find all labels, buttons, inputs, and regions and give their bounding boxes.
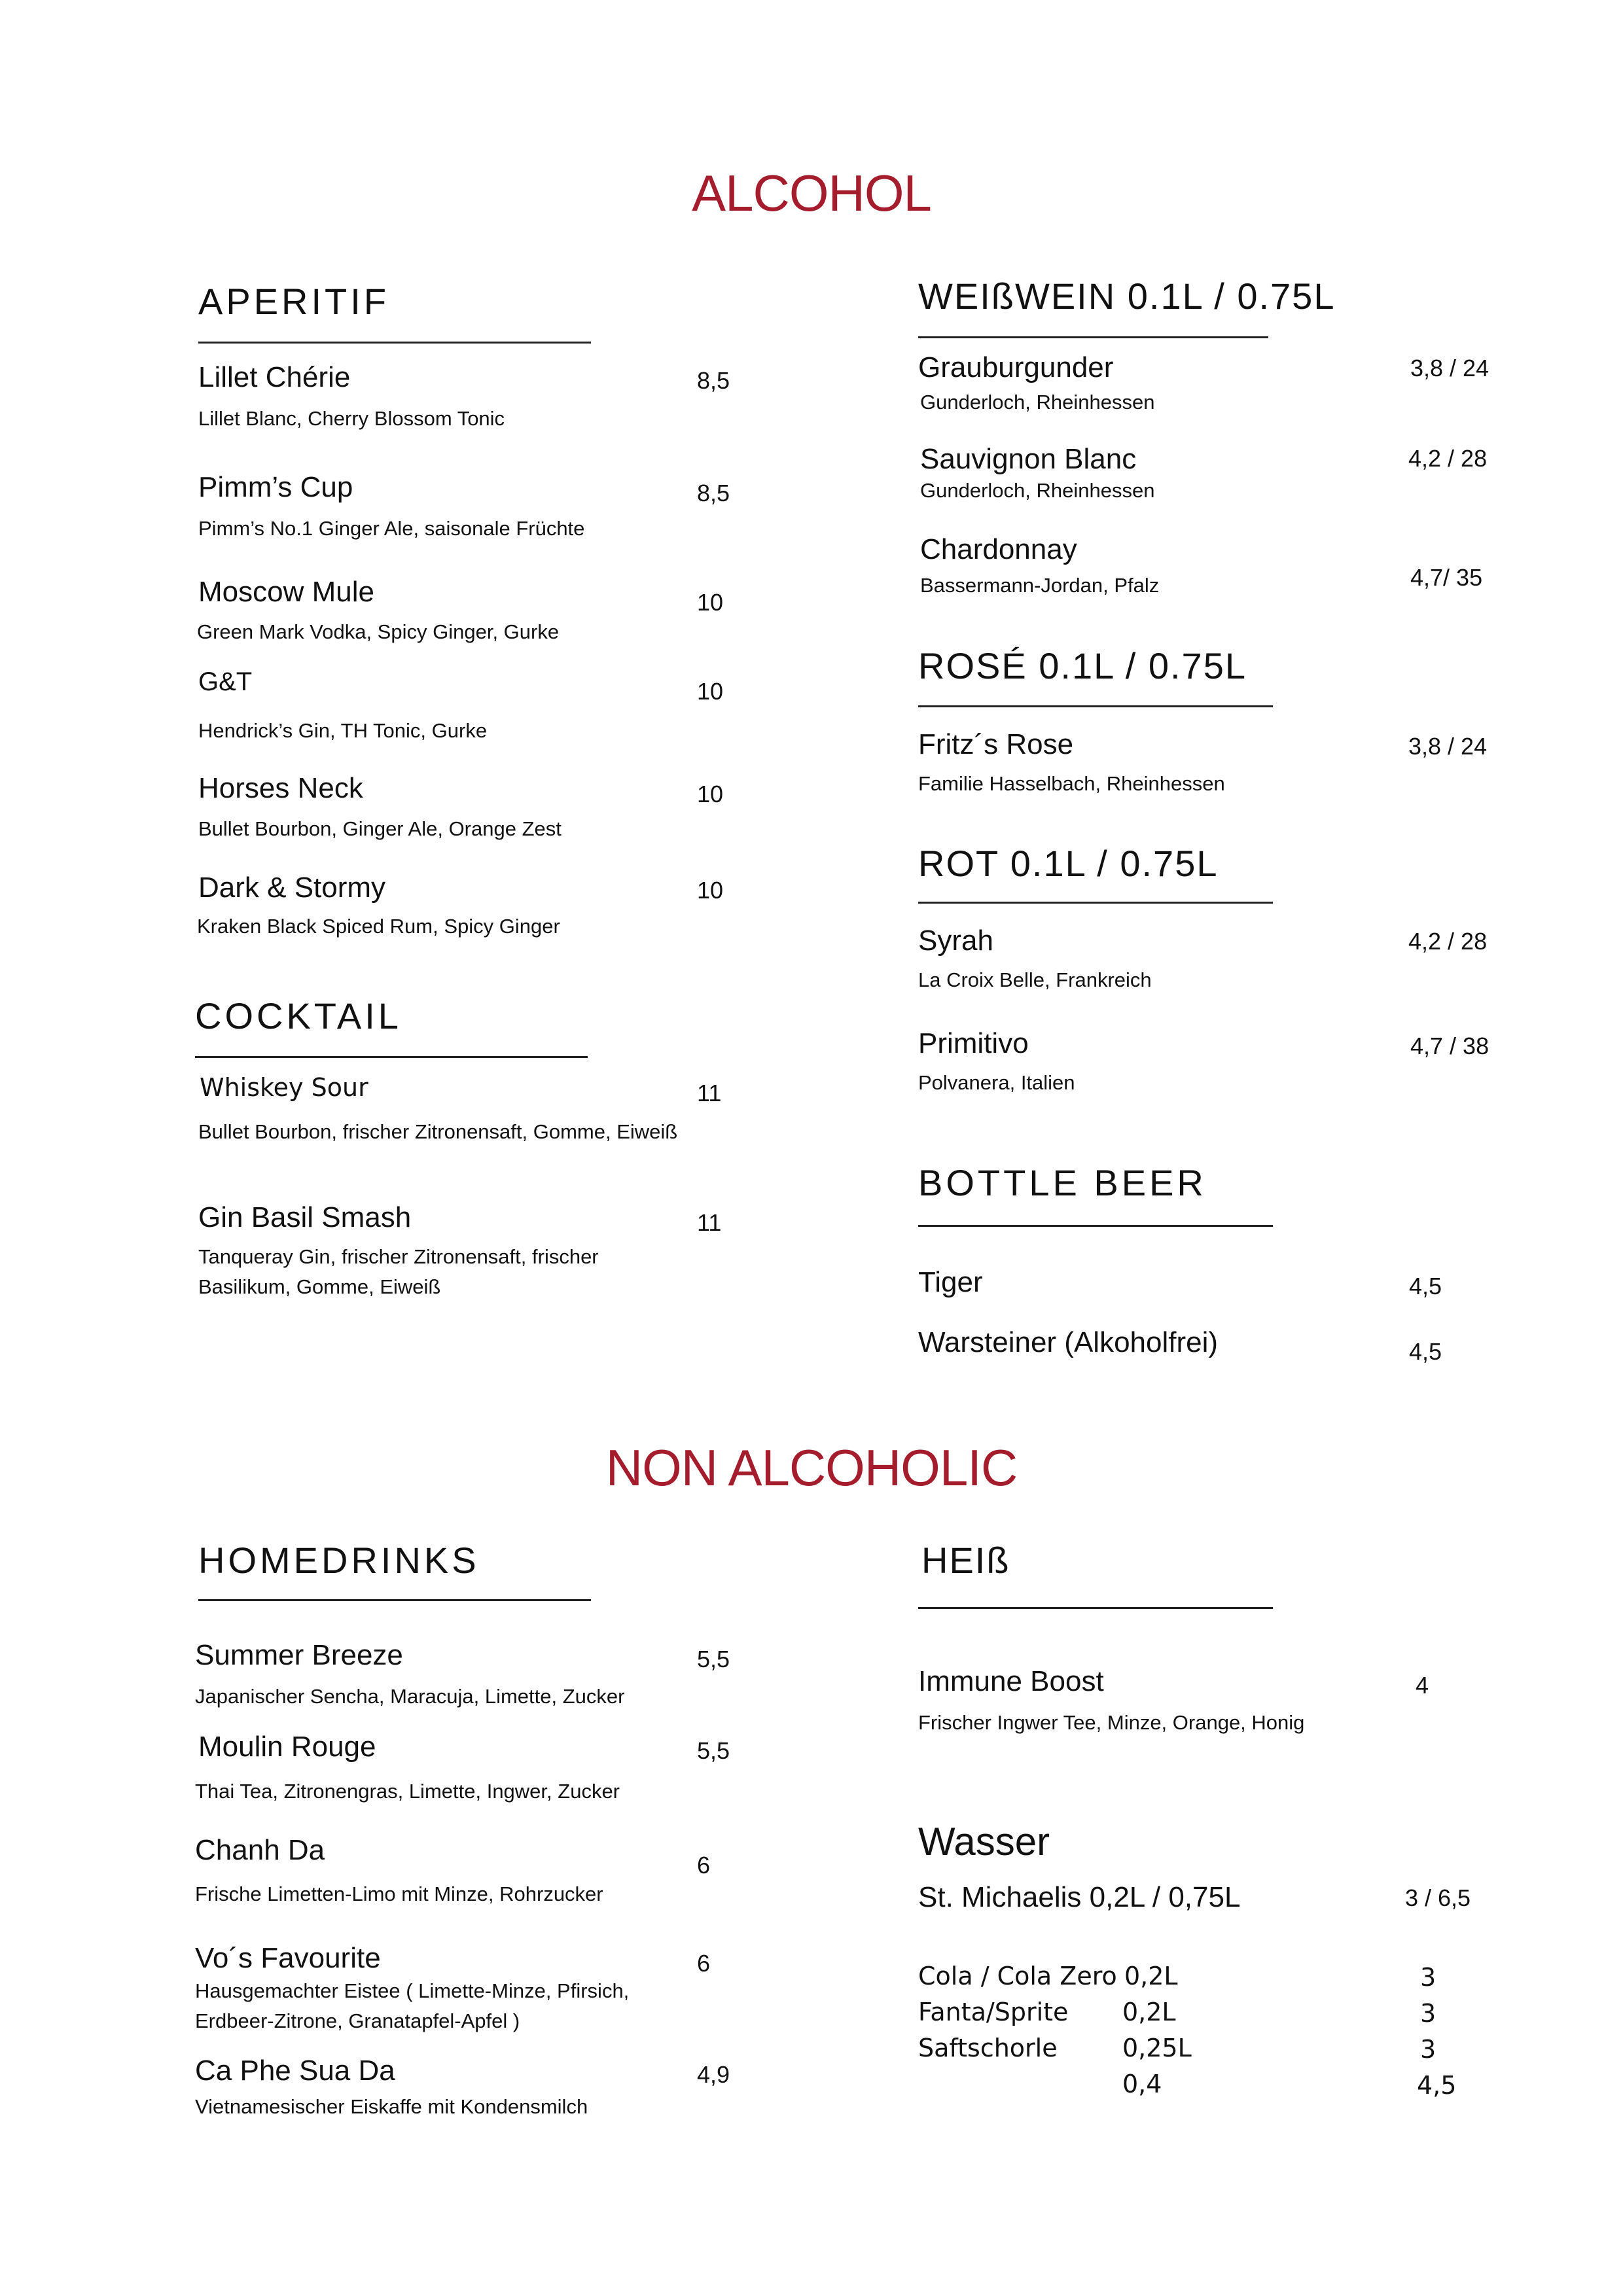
menu-item-price: 10	[697, 589, 724, 616]
menu-item-name: Chardonnay	[920, 533, 1077, 565]
menu-item-desc: Japanischer Sencha, Maracuja, Limette, Zucker	[195, 1685, 625, 1708]
beer-rule	[918, 1225, 1273, 1227]
menu-item-desc: Frischer Ingwer Tee, Minze, Orange, Honig	[918, 1711, 1305, 1734]
softdrink-size: 0,2L	[1124, 1962, 1178, 1990]
aperitif-rule	[198, 342, 591, 344]
menu-item-price: 8,5	[697, 480, 730, 506]
menu-item-price: 4,9	[697, 2061, 730, 2088]
softdrink-price: 3	[1420, 2035, 1436, 2064]
menu-item-name: Dark & Stormy	[198, 872, 386, 904]
menu-item-name: Primitivo	[918, 1027, 1029, 1059]
menu-item-name: Pimm’s Cup	[198, 471, 353, 503]
menu-item-price: 3 / 6,5	[1405, 1884, 1471, 1911]
menu-item-desc: Hausgemachter Eistee ( Limette-Minze, Pfirsich, Erdbeer-Zitrone, Granatapfel-Apfel )	[195, 1979, 630, 2032]
menu-item-desc: Pimm’s No.1 Ginger Ale, saisonale Früchte	[198, 517, 585, 540]
weisswein-rule	[918, 336, 1268, 338]
menu-item-name: Sauvignon Blanc	[920, 443, 1137, 475]
menu-item-price: 4,2 / 28	[1408, 445, 1488, 472]
menu-item-desc: Bullet Bourbon, frischer Zitronensaft, Gomme, Eiweiß	[198, 1120, 678, 1143]
menu-item-desc: La Croix Belle, Frankreich	[918, 968, 1152, 991]
menu-item-price: 11	[697, 1080, 722, 1106]
menu-item-desc: Polvanera, Italien	[918, 1071, 1075, 1094]
menu-item-desc: Frische Limetten-Limo mit Minze, Rohrzucker	[195, 1882, 603, 1905]
menu-item-price: 4,7 / 38	[1410, 1033, 1489, 1059]
menu-item-price: 6	[697, 1950, 711, 1977]
heiss-heading: HEIß	[921, 1540, 1010, 1581]
cocktail-heading: COCKTAIL	[195, 995, 402, 1036]
menu-item-name: Ca Phe Sua Da	[195, 2055, 395, 2087]
menu-item-desc: Familie Hasselbach, Rheinhessen	[918, 772, 1225, 795]
menu-item-price: 4	[1416, 1672, 1429, 1699]
menu-item-desc: Green Mark Vodka, Spicy Ginger, Gurke	[197, 620, 560, 643]
menu-item-desc: Kraken Black Spiced Rum, Spicy Ginger	[197, 915, 560, 938]
menu-item-name: G&T	[198, 667, 253, 696]
rot-rule	[918, 902, 1273, 904]
menu-item-name: Moscow Mule	[198, 576, 374, 608]
menu-item-name: Vo´s Favourite	[195, 1942, 381, 1974]
softdrink-name: Saftschorle	[918, 2034, 1058, 2062]
menu-item-desc: Lillet Blanc, Cherry Blossom Tonic	[198, 407, 505, 430]
beer-heading: BOTTLE BEER	[918, 1162, 1207, 1203]
menu-item-price: 11	[697, 1209, 722, 1236]
menu-item-name: Summer Breeze	[195, 1639, 403, 1671]
menu-item-price: 8,5	[697, 367, 730, 394]
menu-item-price: 4,5	[1409, 1273, 1442, 1299]
menu-item-name: Whiskey Sour	[200, 1073, 368, 1102]
softdrink-name: Fanta/Sprite	[918, 1998, 1069, 2026]
rot-heading: ROT 0.1L / 0.75L	[918, 843, 1219, 884]
cocktail-rule	[195, 1056, 588, 1058]
softdrink-size: 0,2L	[1122, 1998, 1176, 2026]
weisswein-heading: WEIßWEIN 0.1L / 0.75L	[918, 275, 1336, 317]
menu-item-desc: Gunderloch, Rheinhessen	[920, 391, 1155, 414]
menu-item-price: 3,8 / 24	[1408, 733, 1488, 760]
heiss-rule	[918, 1607, 1273, 1609]
aperitif-heading: APERITIF	[198, 281, 390, 322]
softdrink-price: 3	[1420, 1963, 1436, 1992]
menu-item-name: Lillet Chérie	[198, 361, 351, 393]
menu-item-name: Moulin Rouge	[198, 1731, 376, 1763]
menu-item-name: Syrah	[918, 925, 993, 957]
menu-item-name: Chanh Da	[195, 1834, 325, 1866]
menu-item-name: Gin Basil Smash	[198, 1201, 412, 1233]
homedrinks-rule	[198, 1599, 591, 1601]
menu-item-price: 5,5	[697, 1737, 730, 1764]
menu-item-desc: Thai Tea, Zitronengras, Limette, Ingwer, Zucker	[195, 1780, 620, 1803]
menu-item-name: Immune Boost	[918, 1665, 1104, 1697]
menu-item-desc: Vietnamesischer Eiskaffe mit Kondensmilch	[195, 2095, 588, 2118]
menu-item-price: 4,2 / 28	[1408, 928, 1488, 955]
menu-item-desc: Bullet Bourbon, Ginger Ale, Orange Zest	[198, 817, 562, 840]
menu-item-name: Horses Neck	[198, 772, 363, 804]
rose-rule	[918, 705, 1273, 707]
menu-item-price: 5,5	[697, 1646, 730, 1672]
menu-item-desc: Bassermann-Jordan, Pfalz	[920, 574, 1160, 597]
menu-item-name: Warsteiner (Alkoholfrei)	[918, 1326, 1219, 1358]
menu-item-name: Fritz´s Rose	[918, 728, 1074, 760]
wasser-heading: Wasser	[918, 1820, 1050, 1863]
softdrink-price: 4,5	[1417, 2071, 1457, 2100]
softdrink-name: Cola / Cola Zero	[918, 1962, 1117, 1990]
menu-item-name: Grauburgunder	[918, 351, 1114, 383]
menu-item-price: 4,5	[1409, 1338, 1442, 1365]
menu-item-price: 10	[697, 781, 724, 807]
softdrink-size: 0,25L	[1122, 2034, 1192, 2062]
softdrink-price: 3	[1420, 1999, 1436, 2028]
menu-item-price: 3,8 / 24	[1410, 355, 1489, 381]
homedrinks-heading: HOMEDRINKS	[198, 1540, 480, 1581]
menu-item-name: St. Michaelis 0,2L / 0,75L	[918, 1881, 1241, 1913]
menu-item-price: 6	[697, 1852, 711, 1879]
alcohol-title: ALCOHOL	[692, 164, 931, 222]
menu-item-price: 4,7/ 35	[1410, 564, 1483, 591]
menu-item-desc: Gunderloch, Rheinhessen	[920, 479, 1155, 502]
menu-item-price: 10	[697, 877, 724, 904]
rose-heading: ROSÉ 0.1L / 0.75L	[918, 645, 1247, 686]
menu-item-desc: Hendrick’s Gin, TH Tonic, Gurke	[198, 719, 488, 742]
non-alcoholic-title: NON ALCOHOLIC	[605, 1439, 1018, 1496]
softdrink-size: 0,4	[1122, 2070, 1162, 2098]
menu-item-price: 10	[697, 678, 724, 705]
menu-item-name: Tiger	[918, 1266, 983, 1298]
menu-item-desc: Tanqueray Gin, frischer Zitronensaft, frischer Basilikum, Gomme, Eiweiß	[198, 1245, 599, 1298]
